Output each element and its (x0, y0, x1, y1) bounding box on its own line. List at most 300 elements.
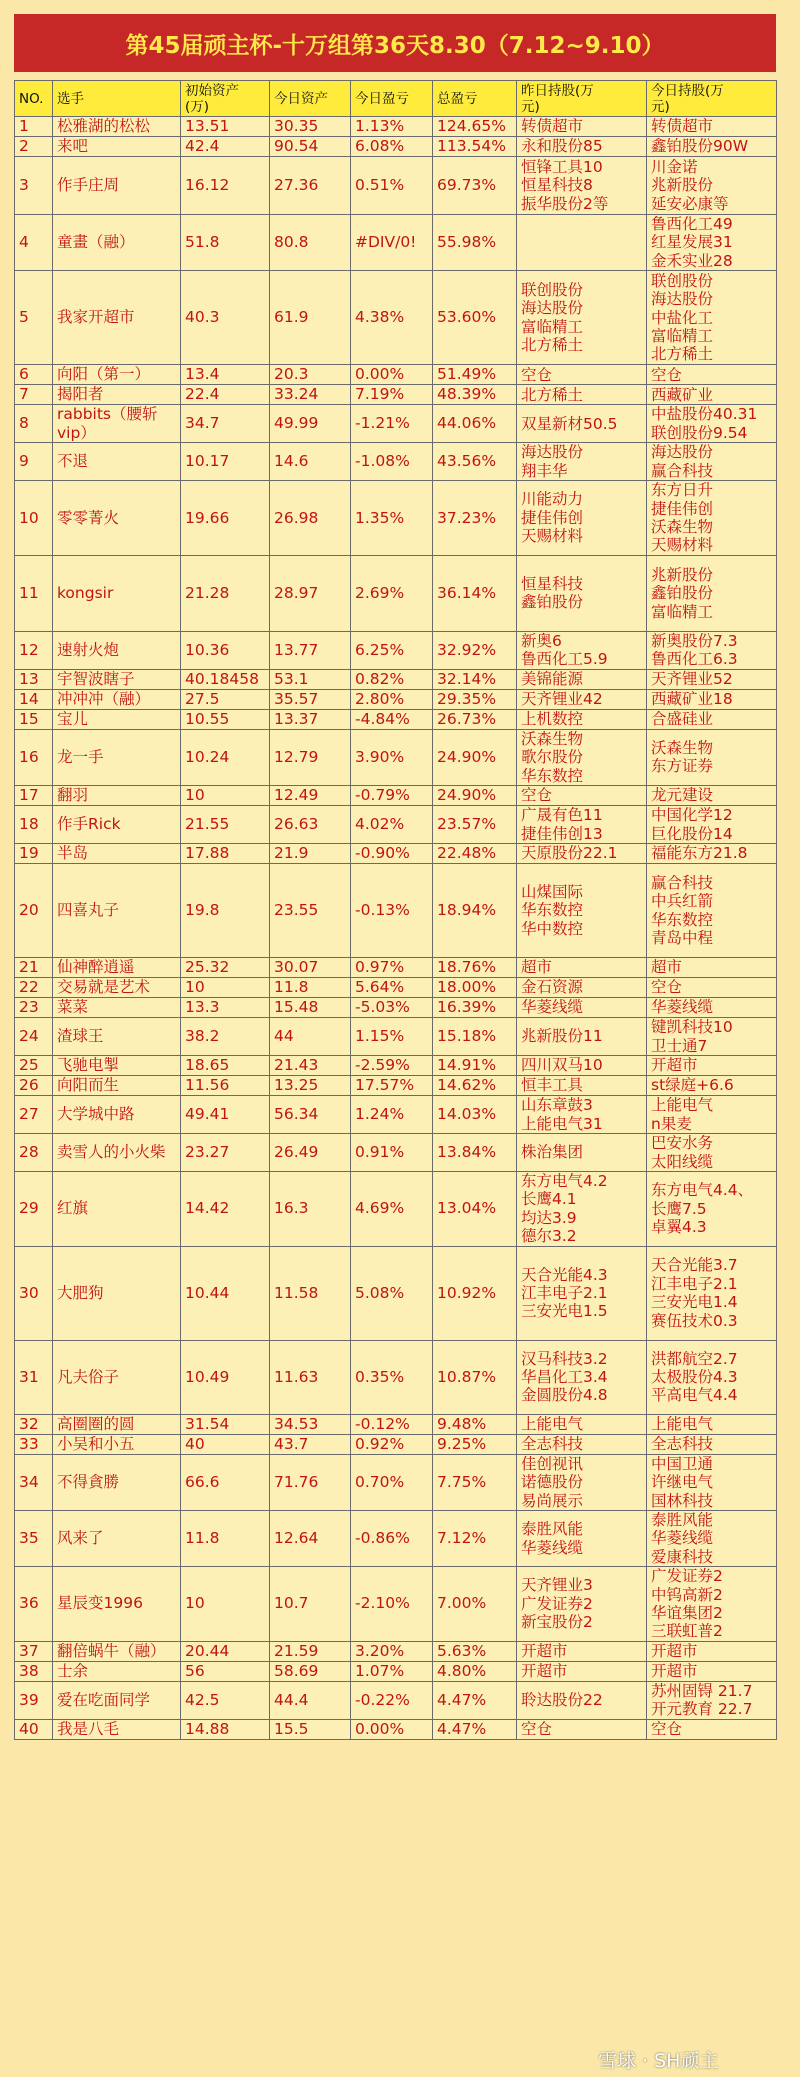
cell-player: 小吴和小五 (53, 1434, 181, 1454)
holding-line: 三安光电1.4 (651, 1293, 738, 1312)
cell-today-pl: 0.70% (351, 1454, 433, 1510)
holding-line: 振华股份2等 (521, 194, 609, 213)
table-row (15, 1096, 777, 1134)
cell-yesterday-holdings (517, 1567, 647, 1642)
holding-line: 开超市 (651, 1056, 698, 1075)
cell-total-pl: 18.00% (433, 978, 517, 998)
cell-total-pl: 26.73% (433, 709, 517, 729)
holding-line: 泰胜风能 (521, 1520, 584, 1539)
cell-today-assets: 35.57 (270, 689, 351, 709)
holding-line: st绿庭+6.6 (651, 1076, 734, 1095)
cell-player: 我家开超市 (53, 271, 181, 365)
cell-today-pl: -2.10% (351, 1567, 433, 1642)
cell-today-holdings (647, 1076, 777, 1096)
holding-line: 洪都航空2.7 (651, 1349, 738, 1368)
cell-today-assets: 13.37 (270, 709, 351, 729)
cell-today-pl: 0.91% (351, 1134, 433, 1172)
cell-yesterday-holdings (517, 998, 647, 1018)
holding-line: 歌尔股份 (521, 748, 584, 767)
holding-line: 鑫铂股份 (521, 593, 584, 612)
holding-line: 德尔3.2 (521, 1227, 577, 1246)
holding-line: 巨化股份14 (651, 824, 733, 843)
cell-total-pl: 7.00% (433, 1567, 517, 1642)
cell-total-pl: 13.04% (433, 1172, 517, 1247)
cell-today-assets: 34.53 (270, 1414, 351, 1434)
holding-line: 天合光能3.7 (651, 1256, 738, 1275)
cell-today-assets: 15.5 (270, 1719, 351, 1739)
holding-line: 东方电气4.2 (521, 1172, 608, 1191)
cell-total-pl: 9.48% (433, 1414, 517, 1434)
table-row (15, 729, 777, 785)
cell-no: 14 (15, 689, 53, 709)
cell-total-pl: 48.39% (433, 385, 517, 405)
cell-today-pl: 0.51% (351, 157, 433, 215)
cell-total-pl: 10.92% (433, 1246, 517, 1340)
cell-today-pl: 6.25% (351, 631, 433, 669)
cell-initial-assets: 22.4 (181, 385, 270, 405)
holding-line: 空仓 (651, 365, 683, 384)
table-row (15, 844, 777, 864)
holding-line: 易尚展示 (521, 1491, 584, 1510)
cell-no: 29 (15, 1172, 53, 1247)
cell-initial-assets: 40.3 (181, 271, 270, 365)
holding-line: 金石资源 (521, 978, 584, 997)
holding-line: 沃森生物 (521, 729, 584, 748)
holding-line: 超市 (521, 958, 553, 977)
cell-yesterday-holdings (517, 443, 647, 481)
holding-line: 中盐化工 (651, 308, 714, 327)
cell-today-holdings (647, 1661, 777, 1681)
cell-player: 大学城中路 (53, 1096, 181, 1134)
cell-total-pl: 10.87% (433, 1340, 517, 1414)
cell-initial-assets: 19.8 (181, 864, 270, 958)
holding-line: 翔丰华 (521, 461, 568, 480)
holding-line: 天合光能4.3 (521, 1265, 608, 1284)
holding-line: 转债超市 (651, 117, 714, 136)
holding-line: 西藏矿业18 (651, 690, 733, 709)
holding-line: 四川双马10 (521, 1056, 603, 1075)
cell-player: 菜菜 (53, 998, 181, 1018)
cell-total-pl: 43.56% (433, 443, 517, 481)
holding-line: 金圆股份4.8 (521, 1386, 608, 1405)
cell-today-holdings (647, 405, 777, 443)
holding-line: 恒星科技 (521, 574, 584, 593)
cell-today-assets: 44 (270, 1018, 351, 1056)
cell-today-holdings (647, 1056, 777, 1076)
holding-line: 空仓 (651, 978, 683, 997)
cell-player: 揭阳者 (53, 385, 181, 405)
holding-line: 中国卫通 (651, 1454, 714, 1473)
cell-yesterday-holdings (517, 806, 647, 844)
holding-line: 广发证券2 (651, 1567, 723, 1586)
cell-no: 31 (15, 1340, 53, 1414)
holding-line: 东方日升 (651, 481, 714, 500)
cell-no: 17 (15, 786, 53, 806)
cell-no: 27 (15, 1096, 53, 1134)
table-row (15, 806, 777, 844)
cell-today-assets: 11.63 (270, 1340, 351, 1414)
cell-no: 39 (15, 1681, 53, 1719)
cell-today-assets: 43.7 (270, 1434, 351, 1454)
cell-total-pl: 24.90% (433, 786, 517, 806)
cell-no: 26 (15, 1076, 53, 1096)
cell-total-pl: 23.57% (433, 806, 517, 844)
holding-line: 鲁西化工6.3 (651, 650, 738, 669)
cell-initial-assets: 51.8 (181, 215, 270, 271)
table-row (15, 1018, 777, 1056)
cell-total-pl: 14.03% (433, 1096, 517, 1134)
cell-yesterday-holdings (517, 1056, 647, 1076)
holding-line: 天赐材料 (651, 536, 714, 555)
cell-today-pl: 1.15% (351, 1018, 433, 1056)
cell-player: 高圈圈的圆 (53, 1414, 181, 1434)
cell-today-pl: 0.35% (351, 1340, 433, 1414)
cell-today-pl: -0.86% (351, 1510, 433, 1566)
header-no: NO. (15, 81, 53, 117)
cell-player: 宝儿 (53, 709, 181, 729)
cell-total-pl: 4.47% (433, 1719, 517, 1739)
cell-today-assets: 44.4 (270, 1681, 351, 1719)
cell-today-assets: 20.3 (270, 365, 351, 385)
cell-player: 作手庄周 (53, 157, 181, 215)
cell-yesterday-holdings (517, 631, 647, 669)
cell-today-assets: 90.54 (270, 137, 351, 157)
cell-yesterday-holdings (517, 1661, 647, 1681)
cell-total-pl: 51.49% (433, 365, 517, 385)
holding-line: 诺德股份 (521, 1473, 584, 1492)
cell-today-holdings (647, 1340, 777, 1414)
cell-no: 18 (15, 806, 53, 844)
table-row (15, 1567, 777, 1642)
holding-line: 键凯科技10 (651, 1018, 733, 1037)
holding-line: 恒星科技8 (521, 176, 593, 195)
cell-today-holdings (647, 365, 777, 385)
holding-line: 红星发展31 (651, 233, 733, 252)
cell-yesterday-holdings (517, 978, 647, 998)
holding-line: 新奥股份7.3 (651, 631, 738, 650)
cell-player: 童畫（融） (53, 215, 181, 271)
header-today-assets: 今日资产 (270, 81, 351, 117)
holding-line: 华菱线缆 (521, 998, 584, 1017)
cell-today-assets: 30.35 (270, 117, 351, 137)
table-body (15, 117, 777, 1740)
cell-initial-assets: 40.18458 (181, 669, 270, 689)
holding-line: 华昌化工3.4 (521, 1367, 608, 1386)
cell-today-holdings (647, 137, 777, 157)
holding-line: 北方稀土 (521, 385, 584, 404)
cell-no: 8 (15, 405, 53, 443)
cell-today-assets: 21.9 (270, 844, 351, 864)
cell-no: 23 (15, 998, 53, 1018)
holding-line: 长鹰4.1 (521, 1190, 577, 1209)
table-row (15, 1661, 777, 1681)
cell-initial-assets: 14.42 (181, 1172, 270, 1247)
holding-line: 海达股份 (651, 290, 714, 309)
holding-line: 海达股份 (651, 443, 714, 462)
cell-today-pl: -0.22% (351, 1681, 433, 1719)
table-row (15, 117, 777, 137)
holding-line: 捷佳伟创13 (521, 824, 603, 843)
cell-today-pl: 4.02% (351, 806, 433, 844)
cell-player: 向阳而生 (53, 1076, 181, 1096)
holding-line: 兆新股份11 (521, 1027, 603, 1046)
holding-line: 天原股份22.1 (521, 844, 618, 863)
holding-line: 兆新股份 (651, 565, 714, 584)
table-row (15, 157, 777, 215)
cell-today-assets: 28.97 (270, 555, 351, 631)
cell-today-pl: -1.08% (351, 443, 433, 481)
holding-line: 合盛硅业 (651, 710, 714, 729)
cell-today-pl: -4.84% (351, 709, 433, 729)
table-row (15, 689, 777, 709)
cell-yesterday-holdings (517, 555, 647, 631)
holding-line: 上能电气 (521, 1414, 584, 1433)
table-row (15, 555, 777, 631)
table-row (15, 786, 777, 806)
holding-line: 美锦能源 (521, 670, 584, 689)
cell-yesterday-holdings (517, 729, 647, 785)
cell-no: 38 (15, 1661, 53, 1681)
cell-initial-assets: 19.66 (181, 481, 270, 556)
holding-line: 联创股份9.54 (651, 423, 748, 442)
cell-yesterday-holdings (517, 1096, 647, 1134)
cell-today-pl: 4.69% (351, 1172, 433, 1247)
cell-today-holdings (647, 1434, 777, 1454)
table-row (15, 443, 777, 481)
table-row (15, 1076, 777, 1096)
cell-player: 风来了 (53, 1510, 181, 1566)
cell-today-holdings (647, 1681, 777, 1719)
cell-initial-assets: 49.41 (181, 1096, 270, 1134)
holding-line: 转债超市 (521, 117, 584, 136)
cell-total-pl: 13.84% (433, 1134, 517, 1172)
cell-total-pl: 16.39% (433, 998, 517, 1018)
cell-yesterday-holdings (517, 689, 647, 709)
holding-line: 海达股份 (521, 443, 584, 462)
cell-initial-assets: 10.49 (181, 1340, 270, 1414)
cell-yesterday-holdings (517, 958, 647, 978)
holding-line: 天齐锂业52 (651, 670, 733, 689)
cell-no: 7 (15, 385, 53, 405)
cell-yesterday-holdings (517, 157, 647, 215)
cell-player: 来吧 (53, 137, 181, 157)
holding-line: 永和股份85 (521, 137, 603, 156)
cell-today-assets: 12.49 (270, 786, 351, 806)
cell-today-holdings (647, 555, 777, 631)
cell-today-assets: 13.77 (270, 631, 351, 669)
cell-no: 25 (15, 1056, 53, 1076)
holding-line: 海达股份 (521, 299, 584, 318)
header-today-pl: 今日盈亏 (351, 81, 433, 117)
cell-today-pl: 3.90% (351, 729, 433, 785)
holding-line: 西藏矿业 (651, 385, 714, 404)
cell-no: 24 (15, 1018, 53, 1056)
holding-line: 北方稀土 (521, 336, 584, 355)
cell-total-pl: 22.48% (433, 844, 517, 864)
cell-today-assets: 21.59 (270, 1641, 351, 1661)
cell-today-pl: -5.03% (351, 998, 433, 1018)
cell-yesterday-holdings (517, 1434, 647, 1454)
header-total-pl: 总盈亏 (433, 81, 517, 117)
cell-player: 红旗 (53, 1172, 181, 1247)
cell-today-pl: 1.24% (351, 1096, 433, 1134)
cell-initial-assets: 10.36 (181, 631, 270, 669)
cell-today-holdings (647, 1096, 777, 1134)
cell-yesterday-holdings (517, 271, 647, 365)
cell-today-assets: 61.9 (270, 271, 351, 365)
cell-total-pl: 69.73% (433, 157, 517, 215)
cell-total-pl: 36.14% (433, 555, 517, 631)
holding-line: 均达3.9 (521, 1208, 577, 1227)
cell-player: 渣球王 (53, 1018, 181, 1056)
cell-yesterday-holdings (517, 1681, 647, 1719)
cell-no: 30 (15, 1246, 53, 1340)
table-row (15, 215, 777, 271)
holding-line: 鑫铂股份90W (651, 137, 749, 156)
table-row (15, 481, 777, 556)
table-row (15, 864, 777, 958)
cell-yesterday-holdings (517, 385, 647, 405)
cell-today-holdings (647, 1172, 777, 1247)
holding-line: 联创股份 (651, 271, 714, 290)
cell-today-pl: -0.12% (351, 1414, 433, 1434)
header-today-holdings: 今日持股(万元) (647, 81, 777, 117)
cell-total-pl: 32.14% (433, 669, 517, 689)
cell-yesterday-holdings (517, 864, 647, 958)
holding-line: 天齐锂业42 (521, 690, 603, 709)
holding-line: 株治集团 (521, 1143, 584, 1162)
cell-yesterday-holdings (517, 669, 647, 689)
cell-initial-assets: 10.55 (181, 709, 270, 729)
holding-line: 鲁西化工5.9 (521, 650, 608, 669)
cell-total-pl: 53.60% (433, 271, 517, 365)
holding-line: 华中数控 (521, 919, 584, 938)
cell-today-holdings (647, 998, 777, 1018)
cell-initial-assets: 27.5 (181, 689, 270, 709)
cell-today-holdings (647, 786, 777, 806)
cell-yesterday-holdings (517, 1414, 647, 1434)
cell-today-assets: 80.8 (270, 215, 351, 271)
holding-line: 太极股份4.3 (651, 1367, 738, 1386)
holding-line: 爱康科技 (651, 1547, 714, 1566)
cell-initial-assets: 42.4 (181, 137, 270, 157)
cell-total-pl: 14.62% (433, 1076, 517, 1096)
holding-line: 超市 (651, 958, 683, 977)
cell-today-holdings (647, 385, 777, 405)
cell-today-holdings (647, 958, 777, 978)
holding-line: 中钨高新2 (651, 1585, 723, 1604)
table-row (15, 1510, 777, 1566)
holding-line: 华东数控 (521, 766, 584, 785)
cell-initial-assets: 21.28 (181, 555, 270, 631)
cell-initial-assets: 10 (181, 786, 270, 806)
cell-no: 15 (15, 709, 53, 729)
cell-total-pl: 4.47% (433, 1681, 517, 1719)
holding-line: 开超市 (651, 1662, 698, 1681)
cell-yesterday-holdings (517, 1076, 647, 1096)
cell-total-pl: 124.65% (433, 117, 517, 137)
cell-today-assets: 16.3 (270, 1172, 351, 1247)
table-row (15, 1681, 777, 1719)
cell-initial-assets: 10 (181, 978, 270, 998)
holding-line: 华菱线缆 (651, 1529, 714, 1548)
cell-yesterday-holdings (517, 365, 647, 385)
table-row (15, 631, 777, 669)
cell-today-assets: 13.25 (270, 1076, 351, 1096)
cell-today-assets: 23.55 (270, 864, 351, 958)
cell-player: 翻倍蜗牛（融） (53, 1641, 181, 1661)
cell-initial-assets: 10.24 (181, 729, 270, 785)
cell-initial-assets: 10.44 (181, 1246, 270, 1340)
holding-line: 鑫铂股份 (651, 584, 714, 603)
holding-line: 三安光电1.5 (521, 1302, 608, 1321)
cell-today-pl: 0.00% (351, 1719, 433, 1739)
table-row (15, 365, 777, 385)
cell-player: 卖雪人的小火柴 (53, 1134, 181, 1172)
cell-today-assets: 26.98 (270, 481, 351, 556)
holding-line: 山煤国际 (521, 882, 584, 901)
cell-today-holdings (647, 117, 777, 137)
cell-today-assets: 12.79 (270, 729, 351, 785)
cell-yesterday-holdings (517, 1719, 647, 1739)
holding-line: 全志科技 (651, 1434, 714, 1453)
cell-no: 40 (15, 1719, 53, 1739)
cell-today-assets: 33.24 (270, 385, 351, 405)
holding-line: 华东数控 (521, 901, 584, 920)
table-row (15, 405, 777, 443)
cell-initial-assets: 14.88 (181, 1719, 270, 1739)
table-row (15, 1246, 777, 1340)
cell-today-holdings (647, 215, 777, 271)
holding-line: 延安必康等 (651, 194, 729, 213)
holding-line: 泰胜风能 (651, 1510, 714, 1529)
cell-no: 9 (15, 443, 53, 481)
cell-today-pl: #DIV/0! (351, 215, 433, 271)
holding-line: 天齐锂业3 (521, 1576, 593, 1595)
cell-initial-assets: 40 (181, 1434, 270, 1454)
cell-today-pl: 0.97% (351, 958, 433, 978)
cell-player: 向阳（第一） (53, 365, 181, 385)
holding-line: n果麦 (651, 1114, 692, 1133)
cell-today-assets: 27.36 (270, 157, 351, 215)
holding-line: 江丰电子2.1 (521, 1283, 608, 1302)
cell-no: 10 (15, 481, 53, 556)
cell-today-holdings (647, 157, 777, 215)
cell-total-pl: 29.35% (433, 689, 517, 709)
cell-no: 34 (15, 1454, 53, 1510)
cell-yesterday-holdings (517, 1340, 647, 1414)
cell-no: 19 (15, 844, 53, 864)
cell-today-holdings (647, 1510, 777, 1566)
cell-no: 3 (15, 157, 53, 215)
table-row (15, 1641, 777, 1661)
cell-today-assets: 14.6 (270, 443, 351, 481)
cell-today-pl: 2.80% (351, 689, 433, 709)
cell-player: 冲冲冲（融） (53, 689, 181, 709)
cell-player: 星辰变1996 (53, 1567, 181, 1642)
cell-today-assets: 11.58 (270, 1246, 351, 1340)
holding-line: 开元教育 22.7 (651, 1700, 753, 1719)
holding-line: 空仓 (651, 1720, 683, 1739)
cell-initial-assets: 10.17 (181, 443, 270, 481)
holding-line: 开超市 (651, 1642, 698, 1661)
holding-line: 兆新股份 (651, 176, 714, 195)
cell-no: 4 (15, 215, 53, 271)
holding-line: 恒丰工具 (521, 1076, 584, 1095)
cell-today-assets: 26.63 (270, 806, 351, 844)
cell-yesterday-holdings (517, 215, 647, 271)
cell-total-pl: 9.25% (433, 1434, 517, 1454)
